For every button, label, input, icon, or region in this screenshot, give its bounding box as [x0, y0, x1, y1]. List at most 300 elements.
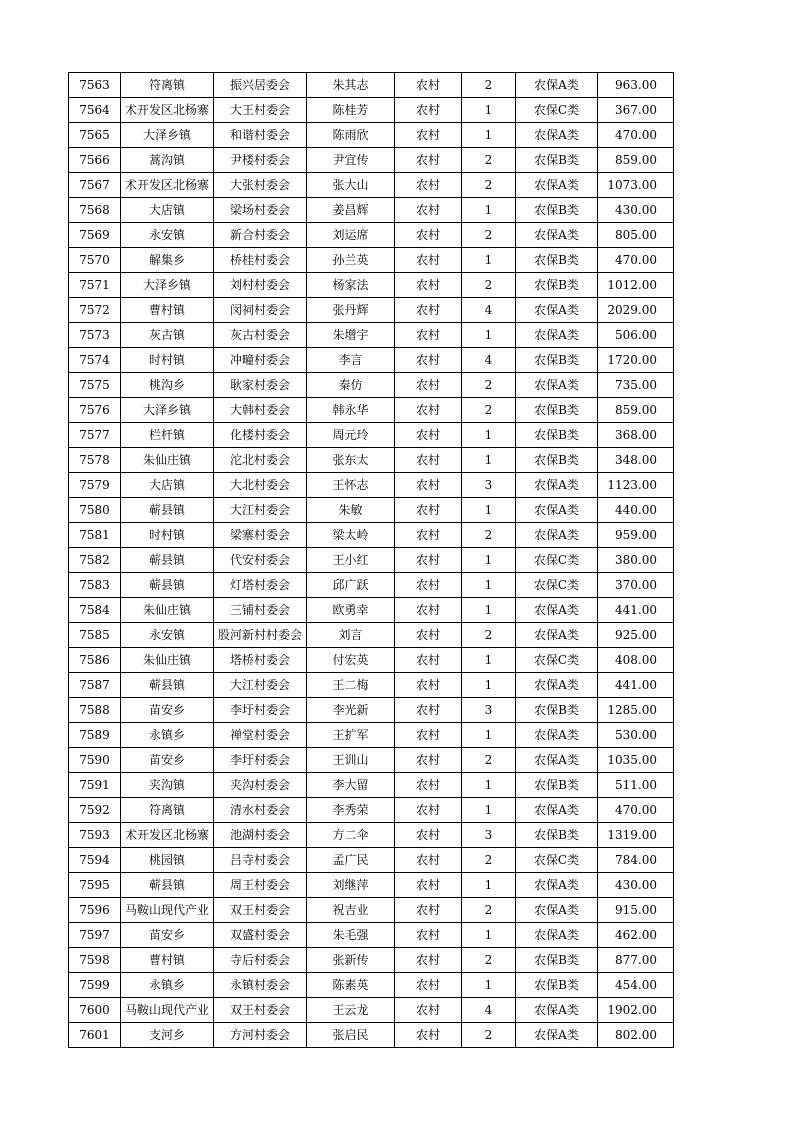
village-committee-cell: 夹沟村委会 — [214, 773, 307, 798]
village-committee-cell: 永镇村委会 — [214, 973, 307, 998]
row-number-cell: 7566 — [69, 148, 121, 173]
township-cell: 支河乡 — [121, 1023, 214, 1048]
table-row — [69, 423, 674, 448]
township-cell: 符离镇 — [121, 73, 214, 98]
township-cell: 蕲县镇 — [121, 873, 214, 898]
row-number-cell: 7601 — [69, 1023, 121, 1048]
amount-cell: 408.00 — [598, 648, 674, 673]
amount-cell: 348.00 — [598, 448, 674, 473]
residence-type-cell: 农村 — [395, 198, 462, 223]
township-cell: 夹沟镇 — [121, 773, 214, 798]
household-size-cell: 3 — [462, 473, 516, 498]
row-number-cell: 7596 — [69, 898, 121, 923]
residence-type-cell: 农村 — [395, 773, 462, 798]
row-number-cell: 7594 — [69, 848, 121, 873]
person-name-cell: 李言 — [307, 348, 395, 373]
amount-cell: 470.00 — [598, 123, 674, 148]
insurance-category-cell: 农保A类 — [516, 673, 598, 698]
amount-cell: 370.00 — [598, 573, 674, 598]
person-name-cell: 姜昌辉 — [307, 198, 395, 223]
residence-type-cell: 农村 — [395, 573, 462, 598]
row-number-cell: 7567 — [69, 173, 121, 198]
household-size-cell: 1 — [462, 673, 516, 698]
row-number-cell: 7598 — [69, 948, 121, 973]
household-size-cell: 1 — [462, 198, 516, 223]
insurance-category-cell: 农保A类 — [516, 373, 598, 398]
person-name-cell: 李光新 — [307, 698, 395, 723]
township-cell: 蒿沟镇 — [121, 148, 214, 173]
village-committee-cell: 双王村委会 — [214, 998, 307, 1023]
residence-type-cell: 农村 — [395, 723, 462, 748]
table-row — [69, 148, 674, 173]
table-row — [69, 273, 674, 298]
residence-type-cell: 农村 — [395, 873, 462, 898]
person-name-cell: 朱敏 — [307, 498, 395, 523]
insurance-category-cell: 农保A类 — [516, 1023, 598, 1048]
insurance-category-cell: 农保C类 — [516, 848, 598, 873]
household-size-cell: 1 — [462, 873, 516, 898]
household-size-cell: 2 — [462, 173, 516, 198]
township-cell: 时村镇 — [121, 523, 214, 548]
village-committee-cell: 梁场村委会 — [214, 198, 307, 223]
household-size-cell: 3 — [462, 698, 516, 723]
amount-cell: 441.00 — [598, 598, 674, 623]
residence-type-cell: 农村 — [395, 173, 462, 198]
village-committee-cell: 周王村委会 — [214, 873, 307, 898]
person-name-cell: 李大留 — [307, 773, 395, 798]
amount-cell: 470.00 — [598, 248, 674, 273]
insurance-category-cell: 农保B类 — [516, 823, 598, 848]
residence-type-cell: 农村 — [395, 698, 462, 723]
township-cell: 蕲县镇 — [121, 573, 214, 598]
row-number-cell: 7574 — [69, 348, 121, 373]
amount-cell: 367.00 — [598, 98, 674, 123]
table-row — [69, 823, 674, 848]
household-size-cell: 4 — [462, 298, 516, 323]
insurance-category-cell: 农保A类 — [516, 123, 598, 148]
roster-body — [69, 73, 674, 1048]
person-name-cell: 周元玲 — [307, 423, 395, 448]
household-size-cell: 4 — [462, 998, 516, 1023]
insurance-category-cell: 农保A类 — [516, 598, 598, 623]
table-row — [69, 473, 674, 498]
amount-cell: 802.00 — [598, 1023, 674, 1048]
township-cell: 桃园镇 — [121, 848, 214, 873]
amount-cell: 430.00 — [598, 873, 674, 898]
village-committee-cell: 清水村委会 — [214, 798, 307, 823]
insurance-category-cell: 农保B类 — [516, 423, 598, 448]
village-committee-cell: 冲疃村委会 — [214, 348, 307, 373]
table-row — [69, 98, 674, 123]
village-committee-cell: 尹楼村委会 — [214, 148, 307, 173]
person-name-cell: 孟广民 — [307, 848, 395, 873]
village-committee-cell: 大王村委会 — [214, 98, 307, 123]
household-size-cell: 1 — [462, 773, 516, 798]
amount-cell: 859.00 — [598, 398, 674, 423]
village-committee-cell: 大江村委会 — [214, 498, 307, 523]
village-committee-cell: 振兴居委会 — [214, 73, 307, 98]
township-cell: 永镇乡 — [121, 723, 214, 748]
table-row — [69, 623, 674, 648]
amount-cell: 440.00 — [598, 498, 674, 523]
household-size-cell: 1 — [462, 123, 516, 148]
table-row — [69, 598, 674, 623]
amount-cell: 963.00 — [598, 73, 674, 98]
household-size-cell: 1 — [462, 573, 516, 598]
amount-cell: 530.00 — [598, 723, 674, 748]
row-number-cell: 7600 — [69, 998, 121, 1023]
insurance-category-cell: 农保A类 — [516, 523, 598, 548]
row-number-cell: 7568 — [69, 198, 121, 223]
person-name-cell: 梁太岭 — [307, 523, 395, 548]
table-row — [69, 948, 674, 973]
household-size-cell: 1 — [462, 323, 516, 348]
table-row — [69, 648, 674, 673]
insurance-category-cell: 农保A类 — [516, 473, 598, 498]
insurance-category-cell: 农保C类 — [516, 98, 598, 123]
table-row — [69, 448, 674, 473]
amount-cell: 1902.00 — [598, 998, 674, 1023]
insurance-category-cell: 农保A类 — [516, 998, 598, 1023]
person-name-cell: 王云龙 — [307, 998, 395, 1023]
residence-type-cell: 农村 — [395, 98, 462, 123]
person-name-cell: 朱增宇 — [307, 323, 395, 348]
amount-cell: 915.00 — [598, 898, 674, 923]
insurance-category-cell: 农保B类 — [516, 348, 598, 373]
amount-cell: 925.00 — [598, 623, 674, 648]
village-committee-cell: 大江村委会 — [214, 673, 307, 698]
household-size-cell: 2 — [462, 373, 516, 398]
table-row — [69, 773, 674, 798]
village-committee-cell: 双盛村委会 — [214, 923, 307, 948]
township-cell: 大泽乡镇 — [121, 123, 214, 148]
insurance-category-cell: 农保C类 — [516, 573, 598, 598]
insurance-category-cell: 农保B类 — [516, 948, 598, 973]
village-committee-cell: 沱北村委会 — [214, 448, 307, 473]
person-name-cell: 张丹辉 — [307, 298, 395, 323]
table-row — [69, 873, 674, 898]
row-number-cell: 7582 — [69, 548, 121, 573]
household-size-cell: 2 — [462, 848, 516, 873]
table-row — [69, 898, 674, 923]
insurance-category-cell: 农保A类 — [516, 298, 598, 323]
person-name-cell: 王训山 — [307, 748, 395, 773]
township-cell: 术开发区北杨寨 — [121, 173, 214, 198]
village-committee-cell: 三铺村委会 — [214, 598, 307, 623]
row-number-cell: 7570 — [69, 248, 121, 273]
person-name-cell: 陈桂芳 — [307, 98, 395, 123]
row-number-cell: 7587 — [69, 673, 121, 698]
residence-type-cell: 农村 — [395, 298, 462, 323]
amount-cell: 380.00 — [598, 548, 674, 573]
township-cell: 马鞍山现代产业 — [121, 998, 214, 1023]
table-row — [69, 748, 674, 773]
table-row — [69, 298, 674, 323]
row-number-cell: 7592 — [69, 798, 121, 823]
table-row — [69, 998, 674, 1023]
row-number-cell: 7569 — [69, 223, 121, 248]
residence-type-cell: 农村 — [395, 423, 462, 448]
table-row — [69, 548, 674, 573]
township-cell: 蕲县镇 — [121, 673, 214, 698]
table-row — [69, 73, 674, 98]
insurance-category-cell: 农保B类 — [516, 698, 598, 723]
amount-cell: 877.00 — [598, 948, 674, 973]
person-name-cell: 孙兰英 — [307, 248, 395, 273]
residence-type-cell: 农村 — [395, 923, 462, 948]
amount-cell: 1720.00 — [598, 348, 674, 373]
township-cell: 大泽乡镇 — [121, 398, 214, 423]
insurance-category-cell: 农保A类 — [516, 873, 598, 898]
table-row — [69, 848, 674, 873]
person-name-cell: 陈素英 — [307, 973, 395, 998]
amount-cell: 959.00 — [598, 523, 674, 548]
village-committee-cell: 李圩村委会 — [214, 698, 307, 723]
village-committee-cell: 股河新村村委会 — [214, 623, 307, 648]
household-size-cell: 1 — [462, 498, 516, 523]
residence-type-cell: 农村 — [395, 473, 462, 498]
table-row — [69, 498, 674, 523]
person-name-cell: 王怀志 — [307, 473, 395, 498]
table-row — [69, 523, 674, 548]
residence-type-cell: 农村 — [395, 373, 462, 398]
person-name-cell: 朱其志 — [307, 73, 395, 98]
household-size-cell: 1 — [462, 723, 516, 748]
residence-type-cell: 农村 — [395, 598, 462, 623]
insurance-category-cell: 农保A类 — [516, 798, 598, 823]
row-number-cell: 7584 — [69, 598, 121, 623]
row-number-cell: 7589 — [69, 723, 121, 748]
residence-type-cell: 农村 — [395, 798, 462, 823]
household-size-cell: 2 — [462, 273, 516, 298]
table-row — [69, 348, 674, 373]
insurance-category-cell: 农保A类 — [516, 173, 598, 198]
row-number-cell: 7599 — [69, 973, 121, 998]
person-name-cell: 李秀荣 — [307, 798, 395, 823]
insurance-category-cell: 农保B类 — [516, 198, 598, 223]
table-row — [69, 673, 674, 698]
residence-type-cell: 农村 — [395, 148, 462, 173]
table-row — [69, 248, 674, 273]
township-cell: 时村镇 — [121, 348, 214, 373]
residence-type-cell: 农村 — [395, 448, 462, 473]
table-row — [69, 323, 674, 348]
village-committee-cell: 刘村村委会 — [214, 273, 307, 298]
village-committee-cell: 吕寺村委会 — [214, 848, 307, 873]
village-committee-cell: 方河村委会 — [214, 1023, 307, 1048]
household-size-cell: 1 — [462, 98, 516, 123]
amount-cell: 441.00 — [598, 673, 674, 698]
person-name-cell: 张大山 — [307, 173, 395, 198]
person-name-cell: 祝吉业 — [307, 898, 395, 923]
person-name-cell: 欧勇幸 — [307, 598, 395, 623]
residence-type-cell: 农村 — [395, 223, 462, 248]
township-cell: 朱仙庄镇 — [121, 448, 214, 473]
row-number-cell: 7579 — [69, 473, 121, 498]
amount-cell: 1035.00 — [598, 748, 674, 773]
household-size-cell: 2 — [462, 748, 516, 773]
insurance-category-cell: 农保A类 — [516, 73, 598, 98]
amount-cell: 1123.00 — [598, 473, 674, 498]
insurance-category-cell: 农保A类 — [516, 723, 598, 748]
amount-cell: 735.00 — [598, 373, 674, 398]
person-name-cell: 杨家法 — [307, 273, 395, 298]
residence-type-cell: 农村 — [395, 73, 462, 98]
row-number-cell: 7571 — [69, 273, 121, 298]
village-committee-cell: 和谐村委会 — [214, 123, 307, 148]
village-committee-cell: 闵祠村委会 — [214, 298, 307, 323]
residence-type-cell: 农村 — [395, 898, 462, 923]
household-size-cell: 3 — [462, 823, 516, 848]
township-cell: 大泽乡镇 — [121, 273, 214, 298]
township-cell: 朱仙庄镇 — [121, 598, 214, 623]
village-committee-cell: 大北村委会 — [214, 473, 307, 498]
person-name-cell: 张启民 — [307, 1023, 395, 1048]
row-number-cell: 7593 — [69, 823, 121, 848]
household-size-cell: 1 — [462, 973, 516, 998]
residence-type-cell: 农村 — [395, 498, 462, 523]
roster-table — [68, 72, 674, 1048]
person-name-cell: 刘言 — [307, 623, 395, 648]
township-cell: 符离镇 — [121, 798, 214, 823]
household-size-cell: 1 — [462, 923, 516, 948]
row-number-cell: 7591 — [69, 773, 121, 798]
residence-type-cell: 农村 — [395, 998, 462, 1023]
village-committee-cell: 桥桂村委会 — [214, 248, 307, 273]
table-row — [69, 923, 674, 948]
amount-cell: 511.00 — [598, 773, 674, 798]
household-size-cell: 1 — [462, 248, 516, 273]
township-cell: 解集乡 — [121, 248, 214, 273]
township-cell: 术开发区北杨寨 — [121, 98, 214, 123]
person-name-cell: 尹宜传 — [307, 148, 395, 173]
amount-cell: 1012.00 — [598, 273, 674, 298]
residence-type-cell: 农村 — [395, 548, 462, 573]
table-row — [69, 398, 674, 423]
row-number-cell: 7580 — [69, 498, 121, 523]
person-name-cell: 韩永华 — [307, 398, 395, 423]
residence-type-cell: 农村 — [395, 1023, 462, 1048]
row-number-cell: 7575 — [69, 373, 121, 398]
insurance-category-cell: 农保A类 — [516, 498, 598, 523]
village-committee-cell: 李圩村委会 — [214, 748, 307, 773]
residence-type-cell: 农村 — [395, 248, 462, 273]
table-row — [69, 798, 674, 823]
residence-type-cell: 农村 — [395, 848, 462, 873]
table-row — [69, 173, 674, 198]
township-cell: 苗安乡 — [121, 698, 214, 723]
household-size-cell: 4 — [462, 348, 516, 373]
row-number-cell: 7597 — [69, 923, 121, 948]
household-size-cell: 2 — [462, 223, 516, 248]
township-cell: 永安镇 — [121, 623, 214, 648]
residence-type-cell: 农村 — [395, 748, 462, 773]
row-number-cell: 7578 — [69, 448, 121, 473]
household-size-cell: 2 — [462, 148, 516, 173]
residence-type-cell: 农村 — [395, 973, 462, 998]
amount-cell: 859.00 — [598, 148, 674, 173]
household-size-cell: 2 — [462, 398, 516, 423]
insurance-category-cell: 农保B类 — [516, 448, 598, 473]
person-name-cell: 王扩军 — [307, 723, 395, 748]
village-committee-cell: 灯塔村委会 — [214, 573, 307, 598]
household-size-cell: 2 — [462, 898, 516, 923]
row-number-cell: 7565 — [69, 123, 121, 148]
household-size-cell: 1 — [462, 548, 516, 573]
person-name-cell: 张东太 — [307, 448, 395, 473]
amount-cell: 368.00 — [598, 423, 674, 448]
insurance-category-cell: 农保B类 — [516, 773, 598, 798]
insurance-category-cell: 农保A类 — [516, 898, 598, 923]
township-cell: 桃沟乡 — [121, 373, 214, 398]
table-row — [69, 698, 674, 723]
table-row — [69, 723, 674, 748]
row-number-cell: 7590 — [69, 748, 121, 773]
amount-cell: 805.00 — [598, 223, 674, 248]
township-cell: 术开发区北杨寨 — [121, 823, 214, 848]
amount-cell: 470.00 — [598, 798, 674, 823]
amount-cell: 1319.00 — [598, 823, 674, 848]
township-cell: 苗安乡 — [121, 923, 214, 948]
residence-type-cell: 农村 — [395, 323, 462, 348]
row-number-cell: 7581 — [69, 523, 121, 548]
household-size-cell: 2 — [462, 523, 516, 548]
row-number-cell: 7563 — [69, 73, 121, 98]
township-cell: 蕲县镇 — [121, 548, 214, 573]
person-name-cell: 王小红 — [307, 548, 395, 573]
insurance-category-cell: 农保C类 — [516, 648, 598, 673]
village-committee-cell: 化楼村委会 — [214, 423, 307, 448]
residence-type-cell: 农村 — [395, 398, 462, 423]
household-size-cell: 1 — [462, 798, 516, 823]
township-cell: 朱仙庄镇 — [121, 648, 214, 673]
village-committee-cell: 池湖村委会 — [214, 823, 307, 848]
household-size-cell: 2 — [462, 73, 516, 98]
amount-cell: 1285.00 — [598, 698, 674, 723]
village-committee-cell: 灰古村委会 — [214, 323, 307, 348]
household-size-cell: 1 — [462, 598, 516, 623]
table-row — [69, 198, 674, 223]
amount-cell: 454.00 — [598, 973, 674, 998]
row-number-cell: 7564 — [69, 98, 121, 123]
amount-cell: 462.00 — [598, 923, 674, 948]
table-row — [69, 223, 674, 248]
township-cell: 马鞍山现代产业 — [121, 898, 214, 923]
person-name-cell: 刘运席 — [307, 223, 395, 248]
household-size-cell: 2 — [462, 948, 516, 973]
person-name-cell: 朱毛强 — [307, 923, 395, 948]
amount-cell: 506.00 — [598, 323, 674, 348]
township-cell: 大店镇 — [121, 198, 214, 223]
insurance-category-cell: 农保B类 — [516, 248, 598, 273]
row-number-cell: 7576 — [69, 398, 121, 423]
row-number-cell: 7588 — [69, 698, 121, 723]
insurance-category-cell: 农保A类 — [516, 923, 598, 948]
residence-type-cell: 农村 — [395, 823, 462, 848]
village-committee-cell: 新合村委会 — [214, 223, 307, 248]
village-committee-cell: 梁寨村委会 — [214, 523, 307, 548]
insurance-category-cell: 农保B类 — [516, 273, 598, 298]
township-cell: 永安镇 — [121, 223, 214, 248]
amount-cell: 784.00 — [598, 848, 674, 873]
row-number-cell: 7583 — [69, 573, 121, 598]
township-cell: 曹村镇 — [121, 298, 214, 323]
person-name-cell: 邱广跃 — [307, 573, 395, 598]
person-name-cell: 陈雨欣 — [307, 123, 395, 148]
township-cell: 栏杆镇 — [121, 423, 214, 448]
person-name-cell: 王二梅 — [307, 673, 395, 698]
person-name-cell: 秦仿 — [307, 373, 395, 398]
